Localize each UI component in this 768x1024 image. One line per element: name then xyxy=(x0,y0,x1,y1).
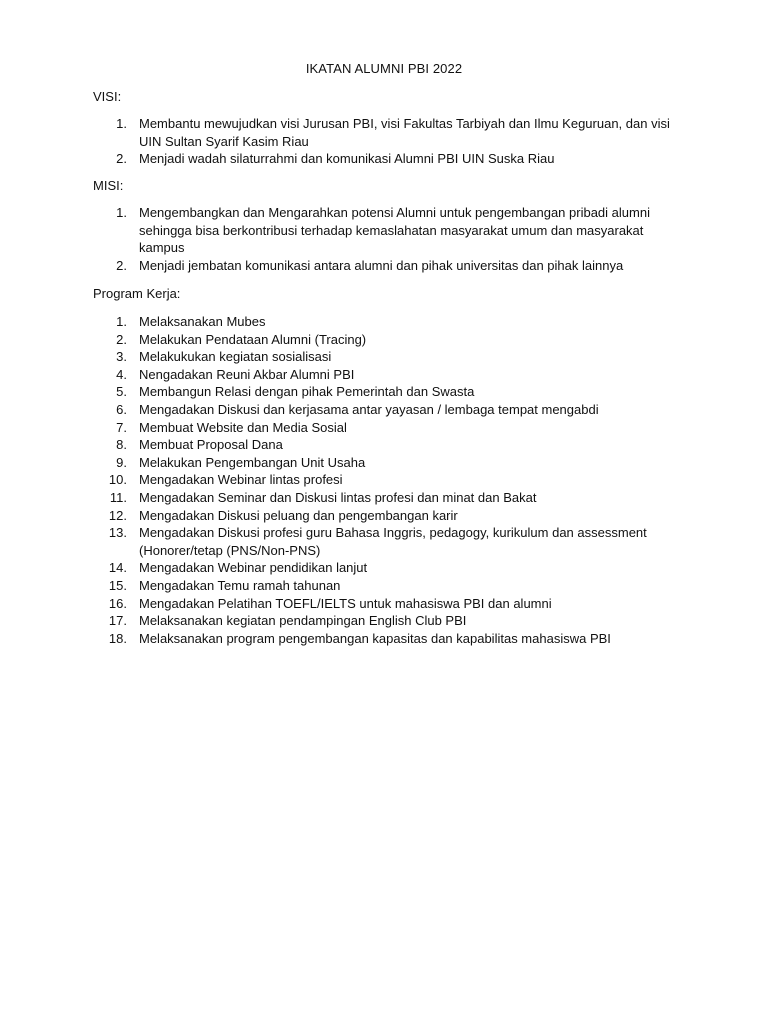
misi-item-text: Menjadi jembatan komunikasi antara alumni dan pihak universitas dan pihak lainnya xyxy=(139,257,624,273)
program-item-number: 3. xyxy=(116,349,127,365)
program-item-number: 18. xyxy=(108,630,127,646)
program-item xyxy=(93,471,683,489)
program-item-text: Mengadakan Seminar dan Diskusi lintas profesi dan minat dan Bakat xyxy=(139,489,537,505)
misi-list xyxy=(93,204,683,274)
program-item xyxy=(93,383,683,401)
program-item-number: 5. xyxy=(116,384,127,400)
program-item xyxy=(93,524,683,559)
program-item-text: Mengadakan Pelatihan TOEFL/IELTS untuk mahasiswa PBI dan alumni xyxy=(139,595,552,611)
program-item xyxy=(93,507,683,525)
program-item-number: 14. xyxy=(108,560,127,576)
program-item xyxy=(93,577,683,595)
program-item-number: 17. xyxy=(108,613,127,629)
visi-item-text: Membantu mewujudkan visi Jurusan PBI, visi Fakultas Tarbiyah dan Ilmu Keguruan, dan visi UIN Sultan Syarif Kasim Riau xyxy=(139,116,670,149)
program-item xyxy=(93,612,683,630)
program-item xyxy=(93,630,683,648)
program-item xyxy=(93,401,683,419)
program-item xyxy=(93,454,683,472)
visi-list xyxy=(93,115,683,168)
program-item-text: Melaksanakan program pengembangan kapasitas dan kapabilitas mahasiswa PBI xyxy=(139,630,611,646)
visi-item-number: 2. xyxy=(116,151,127,167)
program-item-text: Nengadakan Reuni Akbar Alumni PBI xyxy=(139,366,355,382)
program-item-text: Melakukan Pendataan Alumni (Tracing) xyxy=(139,331,367,347)
program-item-text: Membuat Proposal Dana xyxy=(139,437,283,453)
program-item xyxy=(93,436,683,454)
program-item xyxy=(93,313,683,331)
misi-heading: MISI: xyxy=(93,178,124,193)
visi-item xyxy=(93,150,683,168)
program-item-number: 1. xyxy=(116,314,127,329)
program-item-text: Mengadakan Temu ramah tahunan xyxy=(139,577,341,593)
program-item xyxy=(93,595,683,613)
program-item-number: 13. xyxy=(108,525,127,541)
program-item-text: Melakukukan kegiatan sosialisasi xyxy=(139,349,332,365)
program-item-text: Mengadakan Webinar pendidikan lanjut xyxy=(139,560,368,576)
visi-item-number: 1. xyxy=(116,116,127,131)
program-item-text: Mengadakan Diskusi peluang dan pengembangan karir xyxy=(139,507,458,523)
program-item-number: 16. xyxy=(108,595,127,611)
program-item-number: 2. xyxy=(116,331,127,347)
program-item-text: Melaksanakan Mubes xyxy=(139,314,266,329)
program-item-number: 6. xyxy=(116,401,127,417)
document-title: IKATAN ALUMNI PBI 2022 xyxy=(305,61,463,76)
program-item-number: 15. xyxy=(108,577,127,593)
program-item xyxy=(93,366,683,384)
program-item-number: 8. xyxy=(116,437,127,453)
program-list xyxy=(93,313,683,647)
program-item-text: Membangun Relasi dengan pihak Pemerintah dan Swasta xyxy=(139,384,475,400)
misi-item-text: Mengembangkan dan Mengarahkan potensi Alumni untuk pengembangan pribadi alumni sehingga bisa berkontribusi terhadap kemaslahatan masyarakat umum dan masyarakat kampus xyxy=(139,205,650,256)
program-item-text: Melakukan Pengembangan Unit Usaha xyxy=(139,454,366,470)
visi-heading: VISI: xyxy=(93,89,122,104)
program-item-number: 9. xyxy=(116,454,127,470)
program-item-number: 11. xyxy=(109,489,127,505)
program-item-number: 7. xyxy=(116,419,127,435)
program-item-text: Melaksanakan kegiatan pendampingan English Club PBI xyxy=(139,613,467,629)
program-heading: Program Kerja: xyxy=(93,286,181,301)
misi-item xyxy=(93,204,683,257)
misi-item-number: 2. xyxy=(116,257,127,273)
program-item-text: Mengadakan Diskusi profesi guru Bahasa Inggris, pedagogy, kurikulum dan assessment (Honorer/tetap (PNS/Non-PNS) xyxy=(139,525,647,558)
misi-item-number: 1. xyxy=(116,205,127,220)
program-item xyxy=(93,331,683,349)
visi-item-text: Menjadi wadah silaturrahmi dan komunikasi Alumni PBI UIN Suska Riau xyxy=(139,151,555,167)
program-item xyxy=(93,489,683,507)
program-item xyxy=(93,348,683,366)
program-item-number: 4. xyxy=(116,366,127,382)
program-item-text: Membuat Website dan Media Sosial xyxy=(139,419,347,435)
program-item-number: 10. xyxy=(108,472,127,488)
program-item-text: Mengadakan Webinar lintas profesi xyxy=(139,472,343,488)
misi-item xyxy=(93,257,683,275)
program-item xyxy=(93,559,683,577)
program-item-text: Mengadakan Diskusi dan kerjasama antar yayasan / lembaga tempat mengabdi xyxy=(139,401,599,417)
program-item xyxy=(93,419,683,437)
visi-item xyxy=(93,115,683,150)
program-item-number: 12. xyxy=(108,507,127,523)
